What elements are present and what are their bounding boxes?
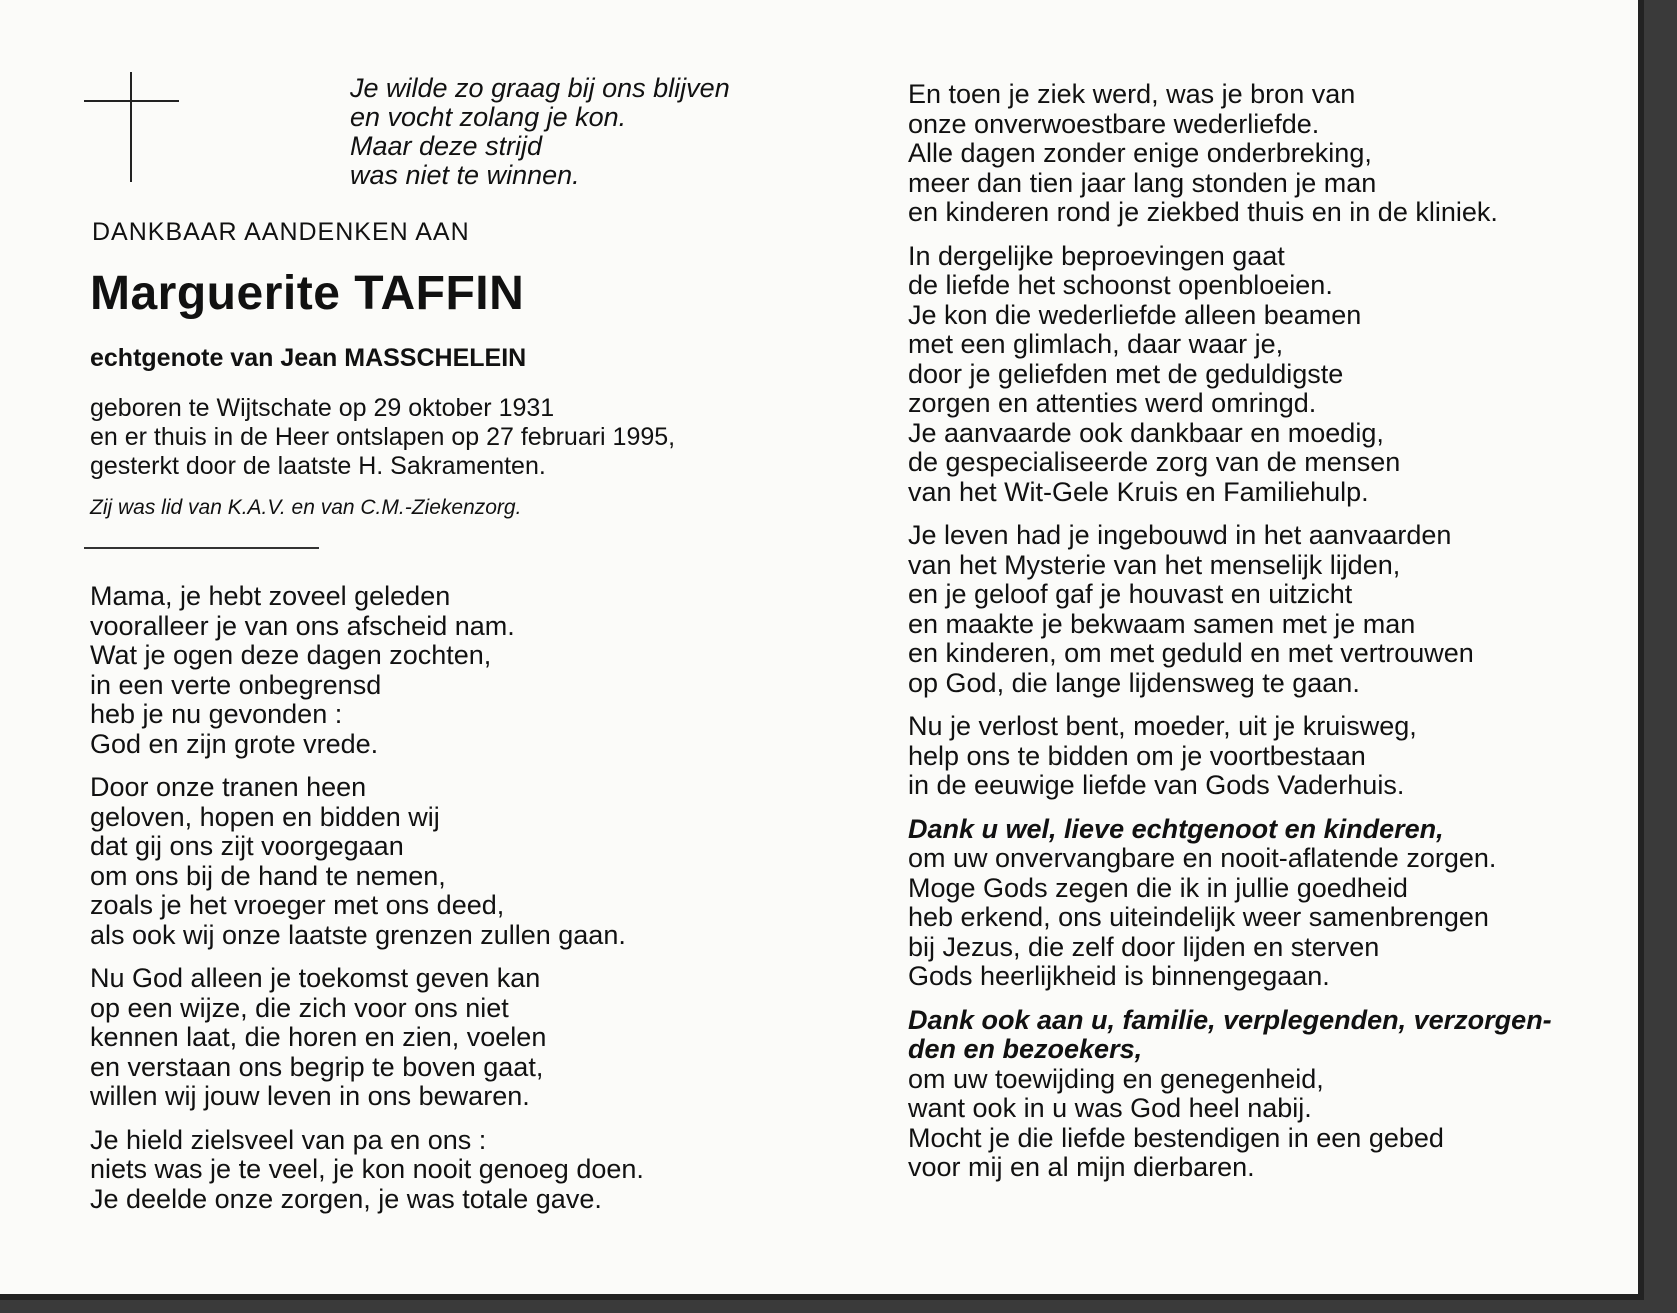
poem-line: Mama, je hebt zoveel geleden — [90, 581, 451, 611]
poem-line: op een wijze, die zich voor ons niet — [90, 992, 509, 1023]
text-line: en kinderen, om met geduld en met vertrouwen — [908, 638, 1474, 668]
birth-death-info — [90, 394, 675, 481]
text-line: door je geliefden met de geduldigste — [908, 358, 1344, 389]
birth-line: geboren te Wijtschate op 29 oktober 1931 — [90, 394, 555, 422]
text-line: voor mij en al mijn dierbaren. — [908, 1152, 1255, 1182]
poem-line: vooralleer je van ons afscheid nam. — [90, 610, 515, 641]
text-line: met een glimlach, daar waar je, — [908, 329, 1284, 359]
deceased-name: Marguerite TAFFIN — [90, 267, 525, 320]
stanza — [908, 242, 1552, 508]
text-line: Je kon die wederliefde alleen beamen — [908, 299, 1362, 330]
poem-line: heb je nu gevonden : — [90, 699, 343, 729]
poem-line: Wat je ogen deze dagen zochten, — [90, 640, 492, 670]
text-line: van het Wit-Gele Kruis en Familiehulp. — [908, 476, 1369, 507]
text-line: meer dan tien jaar lang stonden je man — [908, 167, 1377, 198]
text-line: Mocht je die liefde bestendigen in een gebed — [908, 1122, 1444, 1153]
motto-line: Maar deze strijd — [350, 131, 543, 161]
poem-line: niets was je te veel, je kon nooit genoeg doen. — [90, 1154, 644, 1184]
text-line: om uw toewijding en genegenheid, — [908, 1063, 1324, 1094]
motto-line: was niet te winnen. — [350, 160, 580, 190]
text-line: op God, die lange lijdensweg te gaan. — [908, 667, 1360, 698]
thanks-others — [908, 1006, 1552, 1183]
poem-line: willen wij jouw leven in ons bewaren. — [90, 1081, 530, 1111]
text-line: de liefde het schoonst openbloeien. — [908, 270, 1333, 300]
text-line: de gespecialiseerde zorg van de mensen — [908, 447, 1401, 477]
poem-line: Je hield zielsveel van pa en ons : — [90, 1124, 487, 1155]
stanza — [908, 712, 1552, 801]
divider — [84, 547, 319, 549]
text-line: zorgen en attenties werd omringd. — [908, 388, 1317, 418]
stanza — [908, 521, 1552, 698]
cross-icon-vertical — [130, 72, 132, 182]
text-line: en je geloof gaf je houvast en uitzicht — [908, 579, 1353, 609]
membership-line: Zij was lid van K.A.V. en van C.M.-Ziekenzorg. — [90, 496, 522, 519]
poem-line: als ook wij onze laatste grenzen zullen gaan. — [90, 919, 626, 950]
motto-line: Je wilde zo graag bij ons blijven — [350, 73, 730, 103]
text-line: Je leven had je ingebouwd in het aanvaarden — [908, 520, 1452, 550]
text-line: en kinderen rond je ziekbed thuis en in de kliniek. — [908, 197, 1498, 227]
poem-line: Door onze tranen heen — [90, 772, 367, 802]
poem-line: om ons bij de hand te nemen, — [90, 860, 446, 891]
thanks-others-heading: den en bezoekers, — [908, 1034, 1143, 1064]
stanza — [90, 964, 644, 1112]
poem-line: Nu God alleen je toekomst geven kan — [90, 963, 541, 993]
remembrance-heading: DANKBAAR AANDENKEN AAN — [92, 218, 470, 246]
text-line: en maakte je bekwaam samen met je man — [908, 608, 1416, 639]
text-line: Moge Gods zegen die ik in jullie goedheid — [908, 872, 1408, 903]
thanks-family — [908, 815, 1552, 992]
stanza — [90, 773, 644, 950]
text-line: van het Mysterie van het menselijk lijden, — [908, 549, 1401, 580]
text-line: bij Jezus, die zelf door lijden en sterven — [908, 931, 1380, 962]
poem-line: geloven, hopen en bidden wij — [90, 801, 440, 832]
stanza — [90, 582, 644, 759]
sacrament-line: gesterkt door de laatste H. Sakramenten. — [90, 452, 546, 480]
poem-line: in een verte onbegrensd — [90, 669, 382, 700]
thanks-family-heading: Dank u wel, lieve echtgenoot en kinderen, — [908, 813, 1444, 844]
text-line: heb erkend, ons uiteindelijk weer samenbrengen — [908, 902, 1489, 932]
text-line: Alle dagen zonder enige onderbreking, — [908, 138, 1372, 168]
stanza — [908, 80, 1552, 228]
poem-line: God en zijn grote vrede. — [90, 728, 379, 759]
text-line: Gods heerlijkheid is binnengegaan. — [908, 961, 1330, 991]
cross-icon-horizontal — [84, 100, 179, 102]
text-line: Nu je verlost bent, moeder, uit je kruisweg, — [908, 711, 1417, 741]
text-line: In dergelijke beproevingen gaat — [908, 240, 1285, 271]
poem-line: dat gij ons zijt voorgegaan — [90, 831, 404, 861]
left-poem — [90, 582, 644, 1228]
text-line: in de eeuwige liefde van Gods Vaderhuis. — [908, 770, 1405, 800]
text-line: om uw onvervangbare en nooit-aflatende zorgen. — [908, 843, 1497, 873]
text-line: Je aanvaarde ook dankbaar en moedig, — [908, 417, 1384, 448]
death-line: en er thuis in de Heer ontslapen op 27 februari 1995, — [90, 423, 676, 451]
poem-line: Je deelde onze zorgen, je was totale gave. — [90, 1183, 602, 1214]
poem-line: zoals je het vroeger met ons deed, — [90, 890, 505, 920]
spouse-line: echtgenote van Jean MASSCHELEIN — [90, 344, 527, 372]
motto — [350, 74, 730, 190]
text-line: En toen je ziek werd, was je bron van — [908, 79, 1356, 109]
thanks-others-heading: Dank ook aan u, familie, verplegenden, verzorgen- — [908, 1004, 1552, 1035]
motto-line: en vocht zolang je kon. — [350, 102, 627, 132]
text-line: help ons te bidden om je voortbestaan — [908, 740, 1366, 771]
text-line: onze onverwoestbare wederliefde. — [908, 108, 1320, 139]
stanza — [90, 1126, 644, 1215]
right-column — [908, 80, 1552, 1197]
poem-line: kennen laat, die horen en zien, voelen — [90, 1022, 547, 1052]
poem-line: en verstaan ons begrip te boven gaat, — [90, 1051, 544, 1082]
text-line: want ook in u was God heel nabij. — [908, 1093, 1312, 1123]
